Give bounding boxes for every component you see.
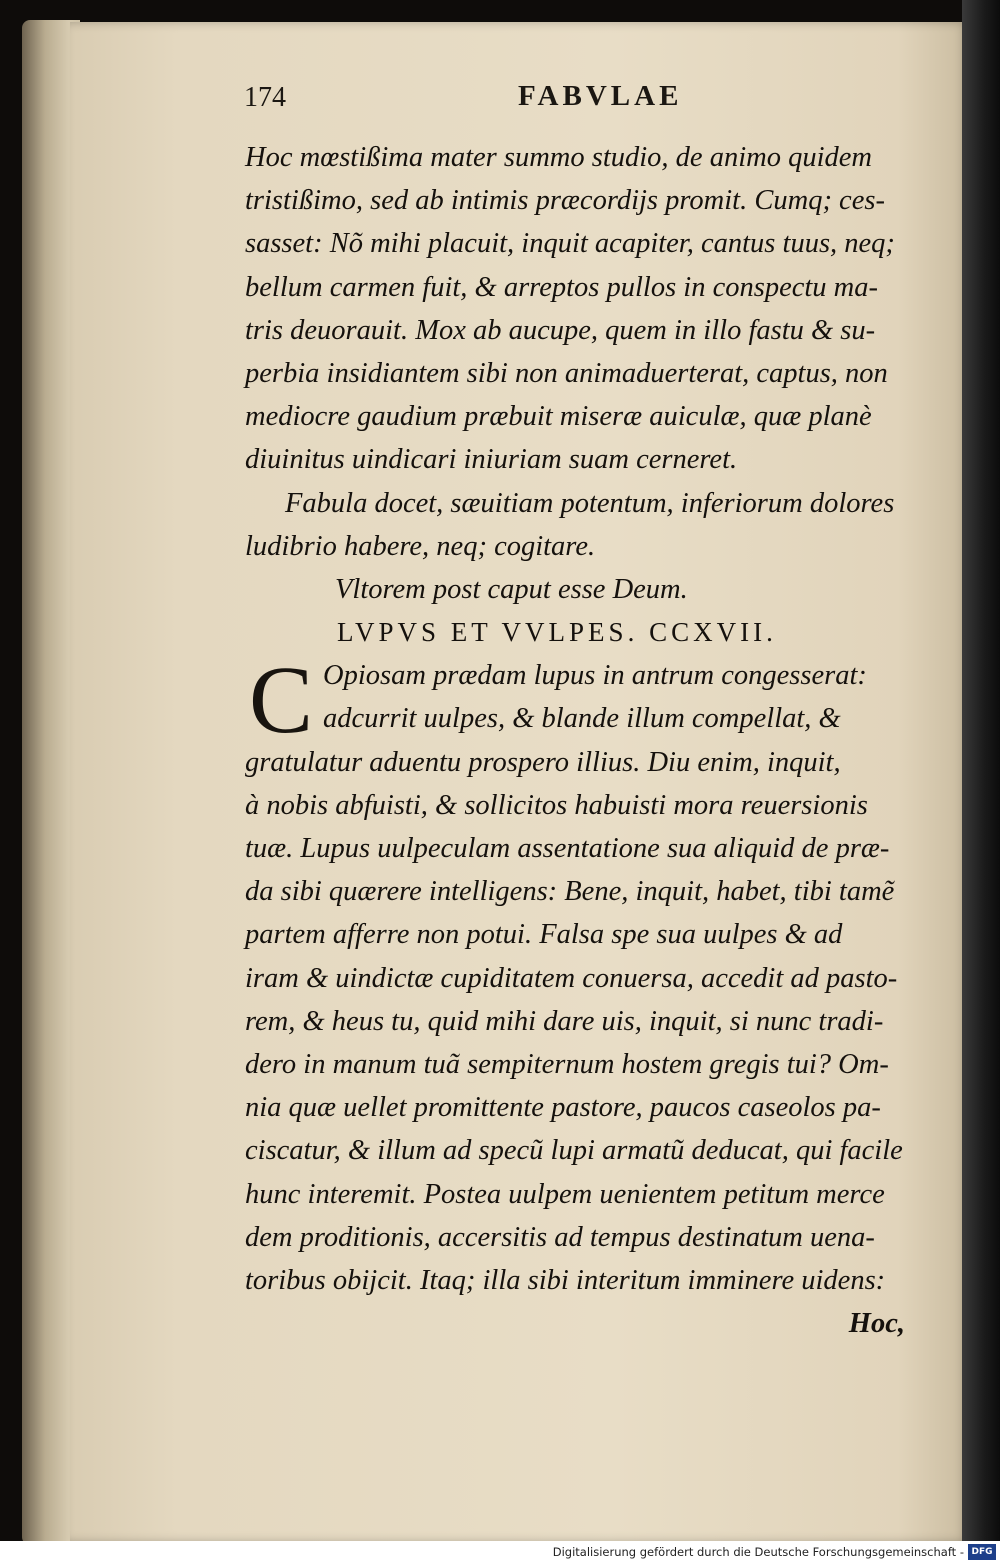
text-line: Hoc mœstißima mater summo studio, de animo quidem <box>245 142 872 173</box>
drop-cap: C <box>249 646 314 754</box>
text-line: mediocre gaudium præbuit miseræ auiculæ, quæ planè <box>245 401 872 433</box>
text-line: dero in manum tuã sempiternum hostem gregis tui? Om- <box>245 1048 889 1080</box>
text-line: iram & uindictæ cupiditatem conuersa, accedit ad pasto- <box>245 962 898 994</box>
digitization-footer <box>0 1541 1000 1563</box>
text-line: diuinitus uindicari iniuriam suam cerneret. <box>245 444 738 476</box>
moral-line: Fabula docet, sæuitiam potentum, inferiorum dolores <box>285 487 895 519</box>
text-line: bellum carmen fuit, & arreptos pullos in conspectu ma- <box>245 271 878 303</box>
text-line: gratulatur aduentu prospero illius. Diu enim, inquit, <box>245 746 841 778</box>
moral-line: ludibrio habere, neq; cogitare. <box>245 530 596 562</box>
running-head: FABVLAE <box>518 80 683 112</box>
text-line: à nobis abfuisti, & sollicitos habuisti mora reuersionis <box>245 789 868 821</box>
drop-cap-paragraph <box>245 646 935 754</box>
dfg-logo: DFG <box>968 1544 996 1560</box>
text-line: da sibi quærere intelligens: Bene, inquit, habet, tibi tamẽ <box>245 876 895 908</box>
text-line: adcurrit uulpes, & blande illum compellat, & <box>323 703 841 735</box>
text-line: tris deuorauit. Mox ab aucupe, quem in illo fastu & su- <box>245 314 876 346</box>
fable-title: LVPVS ET VVLPES. CCXVII. <box>337 617 777 648</box>
footer-text: Digitalisierung gefördert durch die Deutsche Forschungsgemeinschaft - <box>552 1545 964 1559</box>
page-header <box>178 78 928 118</box>
text-line: tristißimo, sed ab intimis præcordijs promit. Cumq; ces- <box>245 185 885 217</box>
text-line: dem proditionis, accersitis ad tempus destinatum uena- <box>245 1221 875 1253</box>
text-line: Opiosam prædam lupus in antrum congesserat: <box>323 660 867 692</box>
page-number: 174 <box>244 82 286 113</box>
text-line: rem, & heus tu, quid mihi dare uis, inquit, si nunc tradi- <box>245 1005 884 1037</box>
text-line: partem afferre non potui. Falsa spe sua uulpes & ad <box>245 919 843 951</box>
right-binding-edge <box>962 0 1000 1563</box>
text-line: perbia insidiantem sibi non animaduerterat, captus, non <box>245 357 888 389</box>
text-line: hunc interemit. Postea uulpem uenientem petitum merce <box>245 1178 885 1210</box>
text-line: toribus obijcit. Itaq; illa sibi interitum imminere uidens: <box>245 1264 886 1296</box>
text-line: tuæ. Lupus uulpeculam assentatione sua aliquid de præ- <box>245 833 890 864</box>
text-line: ciscatur, & illum ad specũ lupi armatũ deducat, qui facile <box>245 1135 903 1167</box>
catchword: Hoc, <box>848 1308 905 1340</box>
text-line: nia quæ uellet promittente pastore, paucos caseolos pa- <box>245 1092 881 1124</box>
text-line: sasset: Nõ mihi placuit, inquit acapiter, cantus tuus, neq; <box>245 228 895 260</box>
verse-line: Vltorem post caput esse Deum. <box>335 573 688 605</box>
page-text <box>245 136 935 1345</box>
